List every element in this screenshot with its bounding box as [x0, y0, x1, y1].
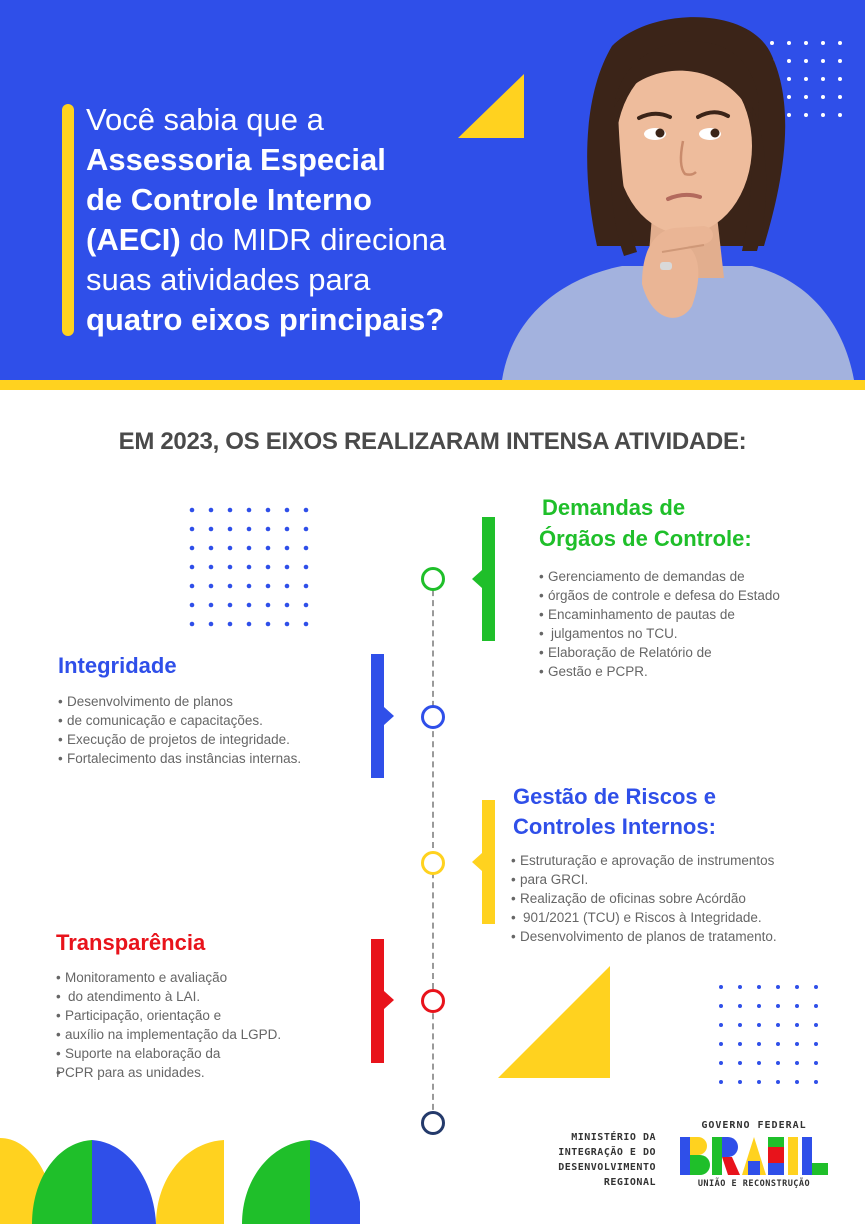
hero-line-4-rest: do MIDR direciona — [180, 222, 447, 257]
hero-question — [86, 100, 516, 340]
thinking-woman-photo — [502, 16, 854, 380]
section-title: EM 2023, OS EIXOS REALIZARAM INTENSA ATIVIDADE: — [118, 428, 747, 455]
list-item: • Monitoramento e avaliação — [56, 968, 281, 987]
integridade-title: Integridade — [58, 653, 177, 678]
gestao-title-line-2: Controles Internos: — [513, 814, 716, 839]
brasil-wordmark — [678, 1135, 830, 1177]
hero-accent-bar — [62, 104, 74, 336]
demandas-accent-bar — [482, 517, 495, 641]
timeline-node-end — [421, 1111, 445, 1135]
list-item: • Participação, orientação e — [56, 1006, 281, 1025]
list-item — [539, 624, 780, 643]
timeline-node-gestao — [421, 851, 445, 875]
list-item-text: de comunicação e capacitações. — [67, 713, 263, 728]
yellow-triangle-decoration — [498, 966, 610, 1078]
gestao-list — [511, 851, 777, 946]
hero-line-5: suas atividades para — [86, 262, 371, 297]
gestao-pointer — [472, 853, 482, 871]
demandas-title-2 — [539, 524, 752, 554]
gov-bottom-text: UNIÃO E RECONSTRUÇÃO — [697, 1179, 811, 1189]
header-divider-stripe — [0, 380, 865, 390]
list-item: • Elaboração de Relatório de — [539, 643, 780, 662]
list-item-text: 901/2021 (TCU) e Riscos à Integridade. — [523, 910, 762, 925]
list-item — [511, 870, 777, 889]
list-item: • Desenvolvimento de planos de tratamento. — [511, 927, 777, 946]
colored-arcs-decoration — [0, 1138, 360, 1224]
hero-line-6: quatro eixos principais? — [86, 302, 445, 337]
list-item — [539, 586, 780, 605]
list-item: • Encaminhamento de pautas de — [539, 605, 780, 624]
demandas-pointer — [472, 570, 482, 588]
timeline-node-integridade — [421, 705, 445, 729]
list-item-text: para GRCI. — [520, 872, 589, 887]
gestao-accent-bar — [482, 800, 495, 924]
list-item — [511, 908, 777, 927]
integridade-accent-bar — [371, 654, 384, 778]
timeline-node-transparencia — [421, 989, 445, 1013]
brasil-word-text — [678, 1139, 830, 1178]
ministry-line-4: REGIONAL — [603, 1177, 656, 1188]
timeline-line — [432, 580, 434, 1120]
ministry-line-3: DESENVOLVIMENTO — [558, 1162, 656, 1173]
list-item-text: julgamentos no TCU. — [551, 626, 678, 641]
list-item — [56, 987, 281, 1006]
list-item — [58, 711, 301, 730]
list-item: • Gerenciamento de demandas de — [539, 567, 780, 586]
demandas-list — [539, 567, 780, 681]
ministry-line-1: MINISTÉRIO DA — [571, 1132, 656, 1143]
list-item-text: PCPR para as unidades. — [56, 1065, 205, 1080]
list-item-text: do atendimento à LAI. — [68, 989, 201, 1004]
list-item — [539, 662, 780, 681]
ministry-line-2: INTEGRAÇÃO E DO — [558, 1147, 656, 1158]
dot-grid-decoration — [718, 984, 820, 1086]
list-item-text: Gestão e PCPR. — [548, 664, 648, 679]
list-item: • Estruturação e aprovação de instrumentos — [511, 851, 777, 870]
gestao-title-line-1: Gestão de Riscos e — [513, 784, 716, 809]
ministry-logo-text — [488, 1130, 656, 1190]
demandas-title — [542, 493, 685, 523]
gov-top-text: GOVERNO FEDERAL — [701, 1120, 807, 1131]
hero-banner — [0, 0, 865, 380]
transparencia-title: Transparência — [56, 930, 206, 955]
list-item: • Suporte na elaboração da — [56, 1044, 281, 1063]
list-item — [56, 1063, 281, 1082]
list-item — [56, 1025, 281, 1044]
demandas-title-line-2: Órgãos de Controle: — [539, 526, 752, 551]
list-item: • Fortalecimento das instâncias internas. — [58, 749, 301, 768]
list-item: • Execução de projetos de integridade. — [58, 730, 301, 749]
list-item-text: órgãos de controle e defesa do Estado — [548, 588, 780, 603]
list-item: • Desenvolvimento de planos — [58, 692, 301, 711]
timeline-node-demandas — [421, 567, 445, 591]
integridade-pointer — [384, 707, 394, 725]
dot-grid-decoration — [188, 506, 312, 630]
list-item-text: auxílio na implementação da LGPD. — [65, 1027, 282, 1042]
transparencia-pointer — [384, 991, 394, 1009]
governo-federal-logo — [676, 1120, 832, 1189]
hero-line-3: de Controle Interno — [86, 182, 372, 217]
transparencia-list — [56, 968, 281, 1082]
hero-line-1: Você sabia que a — [86, 102, 324, 137]
transparencia-accent-bar — [371, 939, 384, 1063]
hero-line-2: Assessoria Especial — [86, 142, 386, 177]
integridade-list — [58, 692, 301, 768]
list-item: • Realização de oficinas sobre Acórdão — [511, 889, 777, 908]
demandas-title-line-1: Demandas de — [542, 495, 686, 520]
hero-line-4-bold: (AECI) — [86, 222, 181, 257]
gestao-title — [513, 782, 716, 842]
